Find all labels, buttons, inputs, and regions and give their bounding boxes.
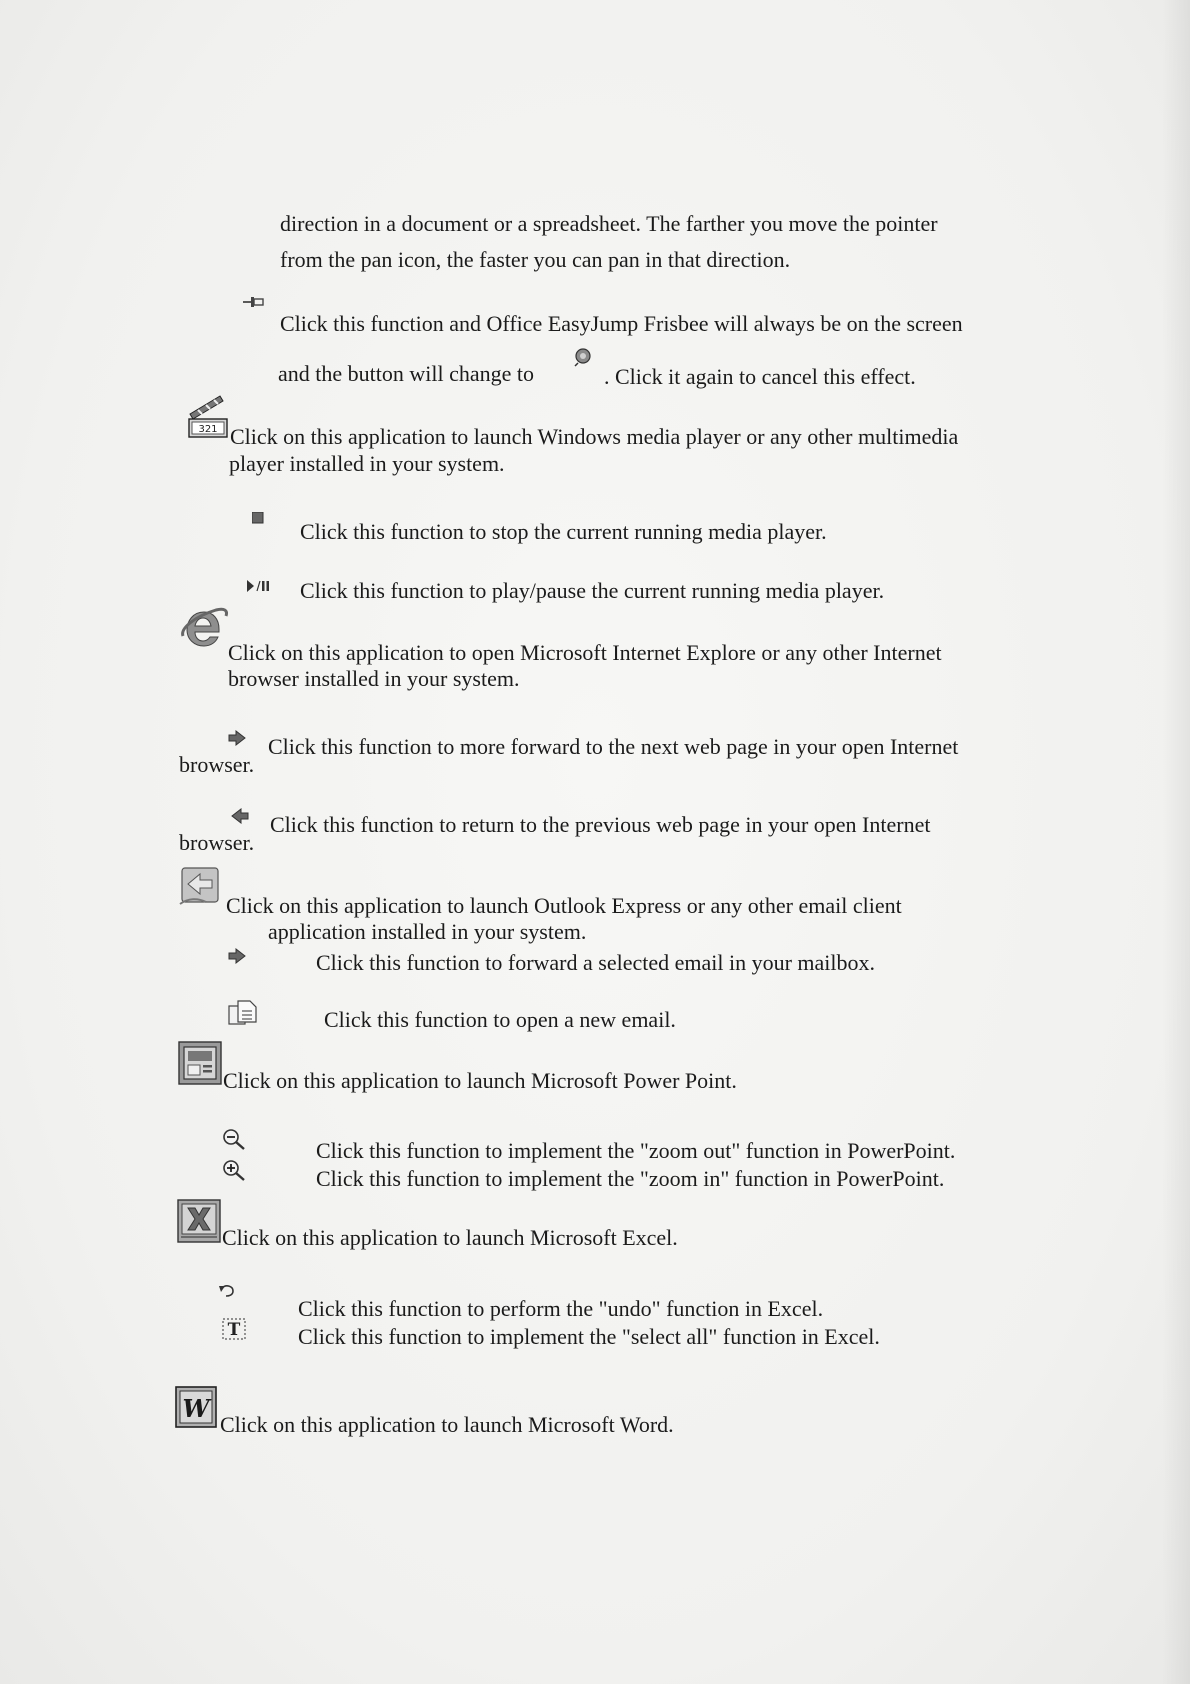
browser-back-description: Click this function to return to the previous web page in your open Internet bbox=[270, 812, 931, 837]
new-email-icon bbox=[228, 1000, 258, 1026]
pushpin-icon bbox=[242, 293, 266, 309]
browser-back-description: browser. bbox=[179, 830, 255, 855]
clapperboard-icon bbox=[186, 392, 230, 440]
word-icon bbox=[175, 1386, 217, 1428]
forward-arrow-icon bbox=[228, 730, 246, 746]
zoom-in-description: Click this function to implement the "zoom in" function in PowerPoint. bbox=[316, 1166, 945, 1191]
email-forward-description: Click this function to forward a selected email in your mailbox. bbox=[316, 950, 876, 975]
browser-description-line: browser installed in your system. bbox=[228, 666, 520, 691]
browser-forward-description: Click this function to more forward to the next web page in your open Internet bbox=[268, 734, 959, 759]
powerpoint-icon bbox=[178, 1041, 222, 1085]
select-all-icon bbox=[222, 1318, 246, 1340]
stop-icon bbox=[252, 512, 264, 524]
undo-description: Click this function to perform the "undo" function in Excel. bbox=[298, 1296, 824, 1321]
stop-description: Click this function to stop the current running media player. bbox=[300, 519, 827, 544]
outlook-express-icon bbox=[178, 862, 226, 908]
media-description-line: Click on this application to launch Windows media player or any other multimedia bbox=[230, 424, 959, 449]
paragraph-line: from the pan icon, the faster you can pan in that direction. bbox=[280, 247, 791, 272]
email-description-line: Click on this application to launch Outlook Express or any other email client bbox=[226, 893, 902, 918]
media-description-line: player installed in your system. bbox=[229, 451, 505, 476]
zoom-in-icon bbox=[222, 1159, 248, 1183]
page-edge-shadow bbox=[1162, 0, 1190, 1684]
pin-description-line: and the button will change to bbox=[278, 361, 534, 386]
play-pause-icon bbox=[246, 579, 270, 593]
email-description-line: application installed in your system. bbox=[268, 919, 587, 944]
forward-arrow-icon bbox=[228, 948, 246, 964]
pin-description-line: Click this function and Office EasyJump Frisbee will always be on the screen bbox=[280, 311, 963, 336]
svg-text:321: 321 bbox=[198, 424, 218, 435]
word-description: Click on this application to launch Microsoft Word. bbox=[220, 1412, 674, 1437]
pin-description-line: . Click it again to cancel this effect. bbox=[604, 364, 916, 389]
internet-explorer-icon bbox=[180, 604, 230, 652]
back-arrow-icon bbox=[231, 808, 249, 824]
browser-description-line: Click on this application to open Microsoft Internet Explore or any other Internet bbox=[228, 640, 942, 665]
browser-forward-description: browser. bbox=[179, 752, 255, 777]
pinned-icon bbox=[573, 347, 593, 367]
paragraph-line: direction in a document or a spreadsheet. The farther you move the pointer bbox=[280, 211, 938, 236]
new-email-description: Click this function to open a new email. bbox=[324, 1007, 676, 1032]
zoom-out-description: Click this function to implement the "zoom out" function in PowerPoint. bbox=[316, 1138, 956, 1163]
svg-text:W: W bbox=[182, 1394, 210, 1423]
select-all-description: Click this function to implement the "select all" function in Excel. bbox=[298, 1324, 880, 1349]
play-pause-description: Click this function to play/pause the current running media player. bbox=[300, 578, 885, 603]
excel-icon bbox=[177, 1199, 221, 1243]
powerpoint-description: Click on this application to launch Microsoft Power Point. bbox=[223, 1068, 737, 1093]
undo-icon bbox=[218, 1284, 236, 1298]
excel-description: Click on this application to launch Microsoft Excel. bbox=[222, 1225, 678, 1250]
zoom-out-icon bbox=[222, 1128, 248, 1152]
svg-text:T: T bbox=[227, 1320, 241, 1340]
